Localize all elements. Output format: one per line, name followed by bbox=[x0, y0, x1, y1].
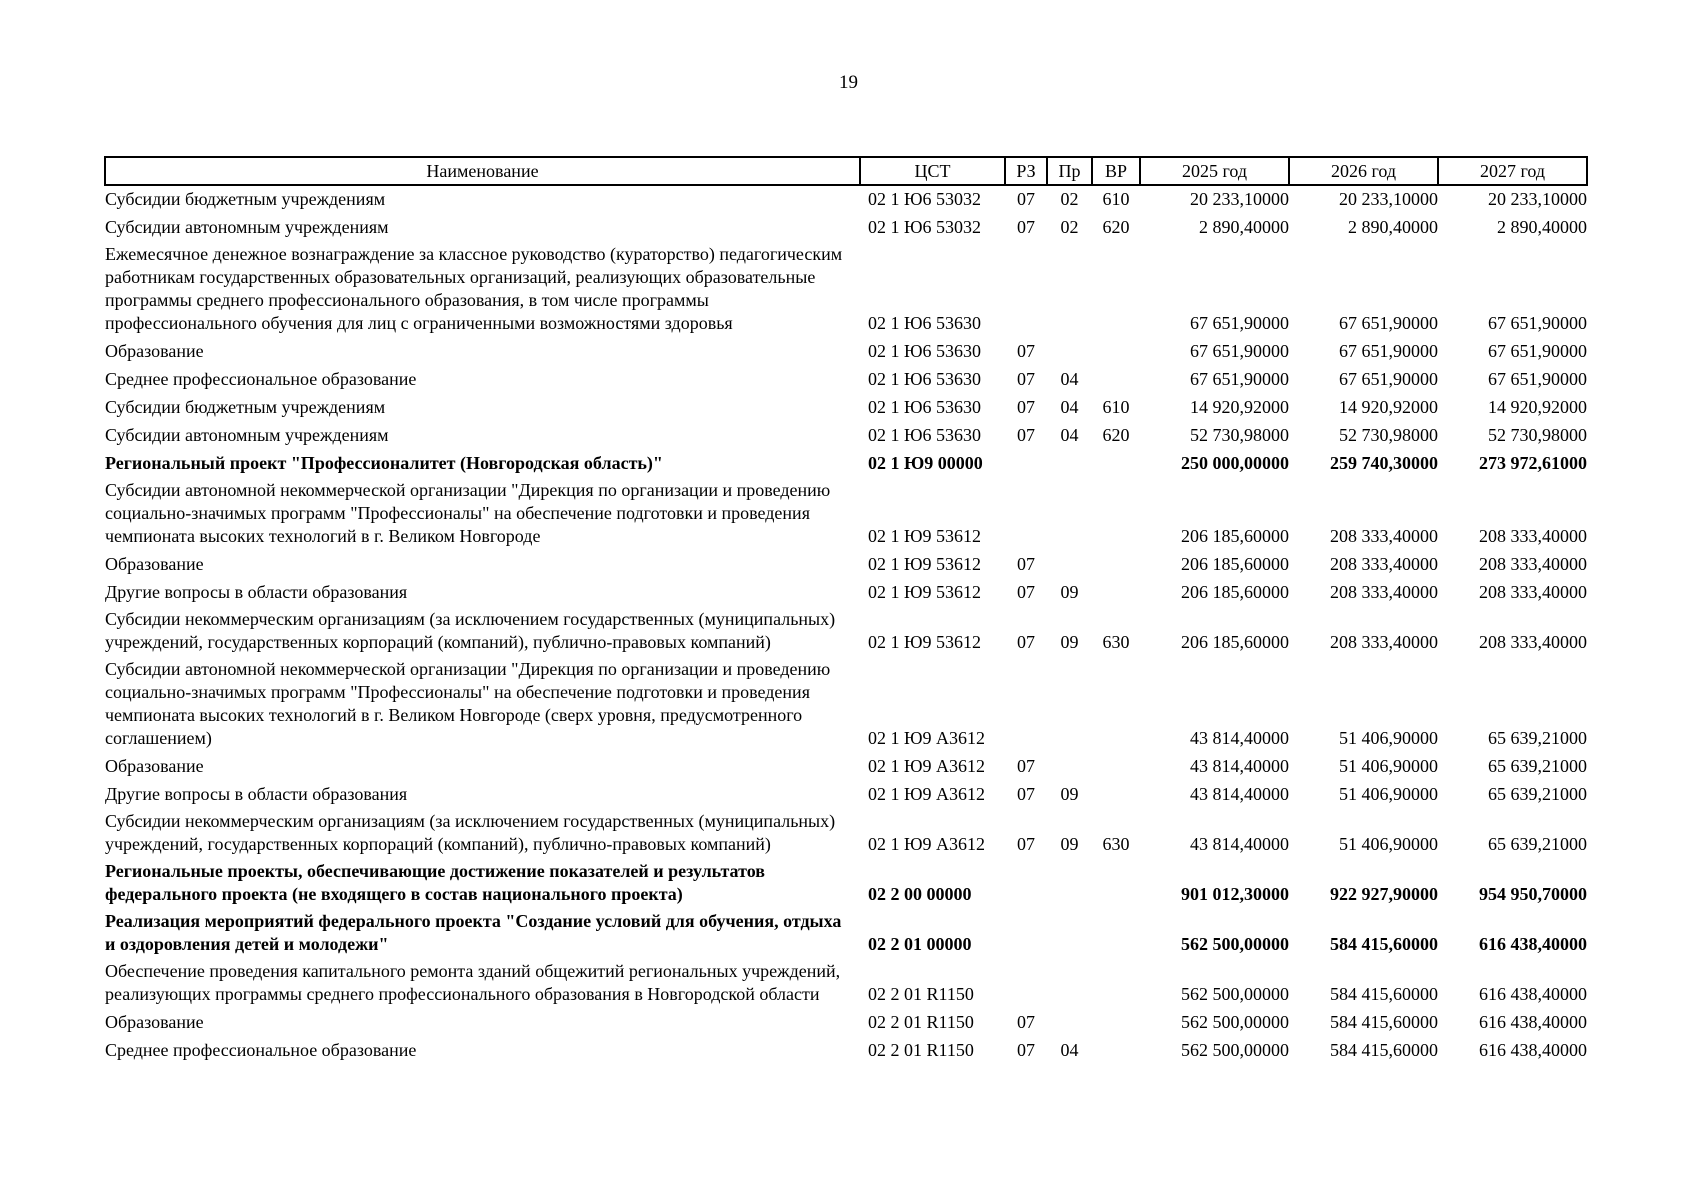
row-rz: 07 bbox=[1017, 1012, 1035, 1032]
row-2027: 52 730,98000 bbox=[1488, 425, 1587, 445]
row-cst: 02 2 01 R1150 bbox=[868, 1040, 974, 1060]
row-pr bbox=[1047, 958, 1092, 1008]
row-2025: 206 185,60000 bbox=[1181, 526, 1289, 546]
header-vr: ВР bbox=[1092, 157, 1140, 185]
header-2026: 2026 год bbox=[1289, 157, 1438, 185]
row-name: Региональный проект "Профессионалитет (Новгородская область)" bbox=[105, 453, 663, 473]
header-cst: ЦСТ bbox=[860, 157, 1005, 185]
row-2025: 43 814,40000 bbox=[1190, 784, 1289, 804]
row-2027: 65 639,21000 bbox=[1488, 834, 1587, 854]
row-rz: 07 bbox=[1017, 397, 1035, 417]
row-2027: 208 333,40000 bbox=[1479, 632, 1587, 652]
row-name: Субсидии автономным учреждениям bbox=[105, 425, 389, 445]
row-vr bbox=[1092, 578, 1140, 606]
row-cst: 02 1 Ю9 53612 bbox=[868, 582, 982, 602]
row-rz: 07 bbox=[1017, 341, 1035, 361]
row-pr bbox=[1047, 858, 1092, 908]
row-2025: 67 651,90000 bbox=[1190, 369, 1289, 389]
table-row bbox=[105, 449, 1587, 477]
row-cst: 02 1 Ю6 53630 bbox=[868, 369, 982, 389]
row-2026: 208 333,40000 bbox=[1330, 526, 1438, 546]
table-row bbox=[105, 958, 1587, 1008]
row-rz: 07 bbox=[1017, 554, 1035, 574]
row-2026: 67 651,90000 bbox=[1339, 313, 1438, 333]
row-2026: 51 406,90000 bbox=[1339, 756, 1438, 776]
row-vr: 630 bbox=[1102, 632, 1130, 652]
row-vr bbox=[1092, 365, 1140, 393]
row-pr bbox=[1047, 477, 1092, 550]
row-cst: 02 2 00 00000 bbox=[868, 884, 972, 904]
row-pr bbox=[1047, 449, 1092, 477]
row-2026: 584 415,60000 bbox=[1330, 934, 1438, 954]
row-2026: 584 415,60000 bbox=[1330, 984, 1438, 1004]
row-name: Субсидии бюджетным учреждениям bbox=[105, 397, 386, 417]
row-name: Субсидии некоммерческим организациям (за исключением государственных (муниципальных) учреждений, государственных корпораций (компаний), публично-правовых компаний) bbox=[105, 609, 836, 652]
row-name: Реализация мероприятий федерального проекта "Создание условий для обучения, отдыха и оздоровления детей и молодежи" bbox=[105, 911, 842, 954]
row-pr bbox=[1047, 1008, 1092, 1036]
table-row bbox=[105, 752, 1587, 780]
row-2025: 43 814,40000 bbox=[1190, 834, 1289, 854]
row-vr bbox=[1092, 656, 1140, 752]
row-cst: 02 1 Ю6 53630 bbox=[868, 313, 982, 333]
row-vr bbox=[1092, 550, 1140, 578]
row-rz bbox=[1005, 958, 1047, 1008]
row-2027: 20 233,10000 bbox=[1488, 189, 1587, 209]
header-2027: 2027 год bbox=[1438, 157, 1587, 185]
row-pr: 09 bbox=[1060, 834, 1079, 854]
row-vr bbox=[1092, 477, 1140, 550]
table-row bbox=[105, 780, 1587, 808]
row-2026: 2 890,40000 bbox=[1348, 217, 1438, 237]
row-pr: 04 bbox=[1060, 397, 1079, 417]
row-vr bbox=[1092, 337, 1140, 365]
row-cst: 02 1 Ю9 А3612 bbox=[868, 784, 985, 804]
row-name: Среднее профессиональное образование bbox=[105, 1040, 417, 1060]
row-2027: 65 639,21000 bbox=[1488, 784, 1587, 804]
row-2025: 901 012,30000 bbox=[1181, 884, 1289, 904]
row-2026: 67 651,90000 bbox=[1339, 341, 1438, 361]
row-cst: 02 1 Ю6 53032 bbox=[868, 217, 982, 237]
row-name: Субсидии некоммерческим организациям (за исключением государственных (муниципальных) учреждений, государственных корпораций (компаний), публично-правовых компаний) bbox=[105, 811, 836, 854]
row-2025: 43 814,40000 bbox=[1190, 756, 1289, 776]
row-name: Субсидии бюджетным учреждениям bbox=[105, 189, 386, 209]
row-rz: 07 bbox=[1017, 784, 1035, 804]
row-cst: 02 2 01 R1150 bbox=[868, 1012, 974, 1032]
row-2025: 250 000,00000 bbox=[1181, 453, 1289, 473]
row-cst: 02 2 01 00000 bbox=[868, 934, 972, 954]
row-rz: 07 bbox=[1017, 632, 1035, 652]
row-cst: 02 1 Ю9 А3612 bbox=[868, 728, 985, 748]
row-2027: 14 920,92000 bbox=[1488, 397, 1587, 417]
row-rz: 07 bbox=[1017, 834, 1035, 854]
row-name: Обеспечение проведения капитального ремонта зданий общежитий региональных учреждений, реализующих программы среднего профессионального образования в Новгородской области bbox=[105, 961, 841, 1004]
row-2026: 52 730,98000 bbox=[1339, 425, 1438, 445]
row-name: Субсидии автономным учреждениям bbox=[105, 217, 389, 237]
row-name: Образование bbox=[105, 341, 204, 361]
row-2027: 616 438,40000 bbox=[1479, 984, 1587, 1004]
row-2025: 52 730,98000 bbox=[1190, 425, 1289, 445]
row-pr: 09 bbox=[1060, 632, 1079, 652]
table-header-row bbox=[105, 157, 1587, 185]
table-row bbox=[105, 185, 1587, 213]
row-vr bbox=[1092, 908, 1140, 958]
row-2026: 20 233,10000 bbox=[1339, 189, 1438, 209]
row-2025: 43 814,40000 bbox=[1190, 728, 1289, 748]
row-2026: 208 333,40000 bbox=[1330, 554, 1438, 574]
row-name: Другие вопросы в области образования bbox=[105, 582, 408, 602]
row-name: Образование bbox=[105, 1012, 204, 1032]
row-rz bbox=[1005, 477, 1047, 550]
row-pr bbox=[1047, 241, 1092, 337]
row-vr bbox=[1092, 1008, 1140, 1036]
row-2025: 562 500,00000 bbox=[1181, 984, 1289, 1004]
row-vr bbox=[1092, 958, 1140, 1008]
row-name: Образование bbox=[105, 554, 204, 574]
header-rz: РЗ bbox=[1005, 157, 1047, 185]
row-2025: 562 500,00000 bbox=[1181, 1040, 1289, 1060]
row-2026: 208 333,40000 bbox=[1330, 632, 1438, 652]
table-row bbox=[105, 477, 1587, 550]
row-cst: 02 1 Ю9 53612 bbox=[868, 526, 982, 546]
row-2027: 208 333,40000 bbox=[1479, 526, 1587, 546]
row-2027: 65 639,21000 bbox=[1488, 756, 1587, 776]
row-2025: 206 185,60000 bbox=[1181, 554, 1289, 574]
row-cst: 02 1 Ю6 53630 bbox=[868, 397, 982, 417]
row-vr bbox=[1092, 241, 1140, 337]
row-2027: 616 438,40000 bbox=[1479, 1040, 1587, 1060]
table-row bbox=[105, 337, 1587, 365]
row-cst: 02 1 Ю6 53032 bbox=[868, 189, 982, 209]
row-2026: 51 406,90000 bbox=[1339, 728, 1438, 748]
row-2026: 51 406,90000 bbox=[1339, 784, 1438, 804]
row-rz: 07 bbox=[1017, 369, 1035, 389]
row-2025: 562 500,00000 bbox=[1181, 934, 1289, 954]
table-row bbox=[105, 1036, 1587, 1064]
row-cst: 02 1 Ю9 53612 bbox=[868, 632, 982, 652]
row-2026: 67 651,90000 bbox=[1339, 369, 1438, 389]
row-cst: 02 1 Ю6 53630 bbox=[868, 341, 982, 361]
row-vr bbox=[1092, 858, 1140, 908]
table-row bbox=[105, 606, 1587, 656]
row-pr: 04 bbox=[1060, 425, 1079, 445]
row-name: Субсидии автономной некоммерческой организации "Дирекция по организации и проведению социально-значимых программ "Профессионалы" на обеспечение подготовки и проведения чемпионата высоких технологий в г. Великом Новгороде bbox=[105, 480, 831, 546]
row-pr: 02 bbox=[1060, 217, 1079, 237]
row-name: Региональные проекты, обеспечивающие достижение показателей и результатов федерального проекта (не входящего в состав национального проекта) bbox=[105, 861, 765, 904]
row-2025: 2 890,40000 bbox=[1199, 217, 1289, 237]
row-cst: 02 1 Ю6 53630 bbox=[868, 425, 982, 445]
table-row bbox=[105, 808, 1587, 858]
row-2025: 562 500,00000 bbox=[1181, 1012, 1289, 1032]
header-name: Наименование bbox=[105, 157, 860, 185]
row-rz: 07 bbox=[1017, 217, 1035, 237]
budget-table bbox=[104, 156, 1588, 1064]
row-2026: 259 740,30000 bbox=[1330, 453, 1438, 473]
row-2027: 208 333,40000 bbox=[1479, 554, 1587, 574]
row-name: Ежемесячное денежное вознаграждение за классное руководство (кураторство) педагогическим работникам государственных образовательных организаций, реализующих образовательные программы среднего профессионального образования, в том числе программы профессионального обучения для лиц с ограниченными возможностями здоровья bbox=[105, 244, 843, 333]
table-row bbox=[105, 241, 1587, 337]
row-pr bbox=[1047, 908, 1092, 958]
row-pr: 09 bbox=[1060, 784, 1079, 804]
row-vr: 630 bbox=[1102, 834, 1130, 854]
row-2027: 2 890,40000 bbox=[1497, 217, 1587, 237]
table-row bbox=[105, 1008, 1587, 1036]
row-2026: 208 333,40000 bbox=[1330, 582, 1438, 602]
row-2025: 14 920,92000 bbox=[1190, 397, 1289, 417]
row-vr: 620 bbox=[1102, 217, 1130, 237]
table-row bbox=[105, 421, 1587, 449]
row-rz bbox=[1005, 449, 1047, 477]
row-2027: 67 651,90000 bbox=[1488, 341, 1587, 361]
row-rz bbox=[1005, 656, 1047, 752]
row-cst: 02 1 Ю9 53612 bbox=[868, 554, 982, 574]
header-2025: 2025 год bbox=[1140, 157, 1289, 185]
row-vr bbox=[1092, 1036, 1140, 1064]
row-cst: 02 1 Ю9 00000 bbox=[868, 453, 983, 473]
table-row bbox=[105, 578, 1587, 606]
row-rz bbox=[1005, 241, 1047, 337]
row-rz: 07 bbox=[1017, 425, 1035, 445]
row-name: Среднее профессиональное образование bbox=[105, 369, 417, 389]
row-2026: 584 415,60000 bbox=[1330, 1012, 1438, 1032]
row-pr bbox=[1047, 550, 1092, 578]
row-name: Субсидии автономной некоммерческой организации "Дирекция по организации и проведению социально-значимых программ "Профессионалы" на обеспечение подготовки и проведения чемпионата высоких технологий в г. Великом Новгороде (сверх уровня, предусмотренного соглашением) bbox=[105, 659, 831, 748]
row-vr: 620 bbox=[1102, 425, 1130, 445]
row-pr bbox=[1047, 656, 1092, 752]
table-row bbox=[105, 908, 1587, 958]
row-cst: 02 2 01 R1150 bbox=[868, 984, 974, 1004]
row-2027: 67 651,90000 bbox=[1488, 313, 1587, 333]
row-pr bbox=[1047, 337, 1092, 365]
row-rz bbox=[1005, 858, 1047, 908]
table-row bbox=[105, 365, 1587, 393]
row-rz bbox=[1005, 908, 1047, 958]
row-vr: 610 bbox=[1102, 397, 1130, 417]
row-2026: 584 415,60000 bbox=[1330, 1040, 1438, 1060]
row-rz: 07 bbox=[1017, 189, 1035, 209]
row-2027: 273 972,61000 bbox=[1479, 453, 1587, 473]
row-pr: 04 bbox=[1060, 1040, 1079, 1060]
table-row bbox=[105, 656, 1587, 752]
row-vr: 610 bbox=[1102, 189, 1130, 209]
table-row bbox=[105, 393, 1587, 421]
row-vr bbox=[1092, 449, 1140, 477]
row-pr: 04 bbox=[1060, 369, 1079, 389]
row-2026: 14 920,92000 bbox=[1339, 397, 1438, 417]
row-2026: 51 406,90000 bbox=[1339, 834, 1438, 854]
row-pr bbox=[1047, 752, 1092, 780]
table-row bbox=[105, 550, 1587, 578]
row-2025: 67 651,90000 bbox=[1190, 313, 1289, 333]
row-2027: 65 639,21000 bbox=[1488, 728, 1587, 748]
row-2027: 954 950,70000 bbox=[1479, 884, 1587, 904]
row-2025: 206 185,60000 bbox=[1181, 632, 1289, 652]
page-number: 19 bbox=[839, 72, 858, 93]
row-name: Образование bbox=[105, 756, 204, 776]
row-name: Другие вопросы в области образования bbox=[105, 784, 408, 804]
table-body bbox=[105, 185, 1587, 1064]
row-pr: 02 bbox=[1060, 189, 1079, 209]
row-pr: 09 bbox=[1060, 582, 1079, 602]
row-2025: 206 185,60000 bbox=[1181, 582, 1289, 602]
row-vr bbox=[1092, 752, 1140, 780]
row-rz: 07 bbox=[1017, 756, 1035, 776]
header-pr: Пр bbox=[1047, 157, 1092, 185]
row-vr bbox=[1092, 780, 1140, 808]
row-2027: 67 651,90000 bbox=[1488, 369, 1587, 389]
row-rz: 07 bbox=[1017, 582, 1035, 602]
row-2025: 20 233,10000 bbox=[1190, 189, 1289, 209]
row-cst: 02 1 Ю9 А3612 bbox=[868, 756, 985, 776]
row-cst: 02 1 Ю9 А3612 bbox=[868, 834, 985, 854]
row-2025: 67 651,90000 bbox=[1190, 341, 1289, 361]
row-rz: 07 bbox=[1017, 1040, 1035, 1060]
row-2027: 616 438,40000 bbox=[1479, 934, 1587, 954]
row-2027: 616 438,40000 bbox=[1479, 1012, 1587, 1032]
table-row bbox=[105, 858, 1587, 908]
row-2027: 208 333,40000 bbox=[1479, 582, 1587, 602]
row-2026: 922 927,90000 bbox=[1330, 884, 1438, 904]
table-row bbox=[105, 213, 1587, 241]
